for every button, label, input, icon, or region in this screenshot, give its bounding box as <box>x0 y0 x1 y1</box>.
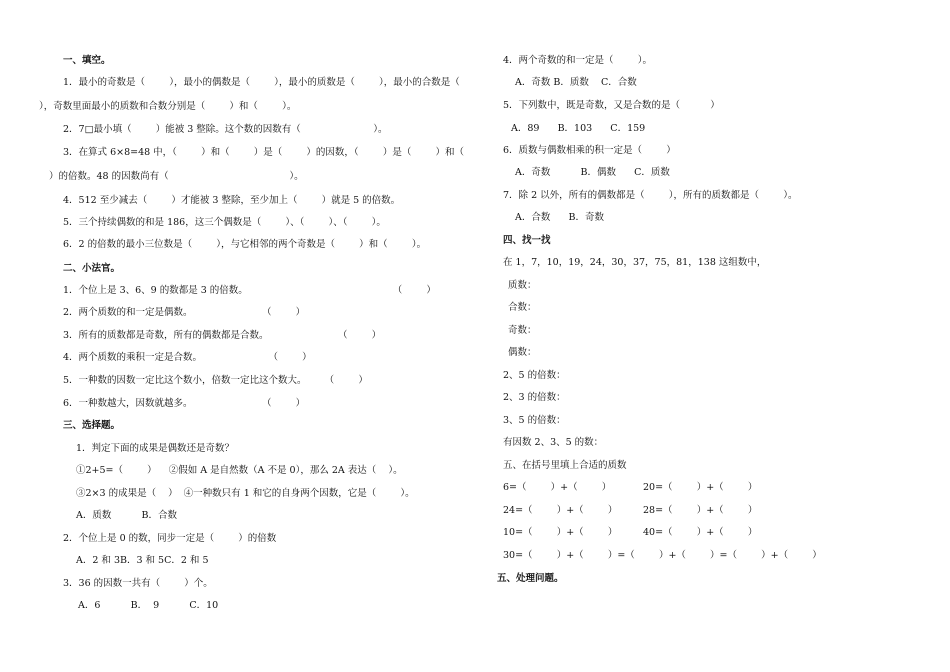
answer-line: 2、5 的倍数： <box>503 370 566 381</box>
section-find-title: 四、找一找 <box>503 235 551 246</box>
question-text: 3．36 的因数一共有（ ）个。 <box>63 578 213 589</box>
equation: 40=（ ）+（ ） <box>643 527 758 538</box>
question-text: 4．两个奇数的和一定是（ ）。 <box>503 55 652 66</box>
answer-line: 2、3 的倍数： <box>503 392 566 403</box>
answer-options: A．合数 B．奇数 <box>515 212 604 223</box>
question-text: 6．质数与偶数相乘的积一定是（ ） <box>503 145 676 156</box>
question-text: 2．个位上是 0 的数，同步一定是（ ）的倍数 <box>63 533 277 544</box>
section-problems-title: 五、处理问题。 <box>497 573 564 584</box>
section-fill-blanks-title: 一、填空。 <box>63 55 111 66</box>
question-text: 1．个位上是 3、6、9 的数都是 3 的倍数。 （ ） <box>63 285 436 296</box>
question-text: 3．在算式 6×8=48 中，（ ）和（ ）是（ ）的因数，（ ）是（ ）和（ <box>63 147 464 158</box>
answer-line: 合数： <box>508 302 537 313</box>
question-text: ）的倍数。48 的因数尚有（ ）。 <box>49 171 304 182</box>
question-text: 3．所有的质数都是奇数，所有的偶数都是合数。 （ ） <box>63 330 382 341</box>
question-text: 5．一种数的因数一定比这个数小，倍数一定比这个数大。 （ ） <box>63 375 368 386</box>
answer-line: 有因数 2、3、5 的数： <box>503 437 604 448</box>
question-text: 在 1，7，10，19，24，30，37，75，81，138 这组数中， <box>503 257 767 268</box>
answer-options: A．89 B．103 C．159 <box>511 123 646 134</box>
equation: 10=（ ）+（ ） <box>503 527 618 538</box>
section-judge-title: 二、小法官。 <box>63 263 121 274</box>
answer-options: A．6 B． 9 C．10 <box>78 600 219 611</box>
question-text: 1．最小的奇数是（ ），最小的偶数是（ ），最小的质数是（ ），最小的合数是（ <box>63 77 460 88</box>
question-text: 2．7□最小填（ ）能被 3 整除。这个数的因数有（ ）。 <box>63 124 388 135</box>
equation: 30=（ ）+（ ）=（ ）+（ ）=（ ）+（ ） <box>503 550 822 561</box>
question-text: 1．判定下面的成果是偶数还是奇数？ <box>76 443 235 454</box>
question-text: 7．除 2 以外，所有的偶数都是（ ），所有的质数都是（ ）。 <box>503 190 798 201</box>
answer-options: A．奇数 B．质数 C．合数 <box>515 77 637 88</box>
question-text: 5．下列数中，既是奇数，又是合数的是（ ） <box>503 100 720 111</box>
question-text: ③2×3 的成果是（ ） ④一种数只有 1 和它的自身两个因数，它是（ ）。 <box>76 488 415 499</box>
equation: 24=（ ）+（ ） <box>503 505 618 516</box>
equation: 20=（ ）+（ ） <box>643 482 758 493</box>
answer-line: 质数： <box>508 280 537 291</box>
answer-options: A．2 和 3B．3 和 5C．2 和 5 <box>76 555 209 566</box>
question-text: 5．三个持续偶数的和是 186，这三个偶数是（ ）、（ ）、（ ）。 <box>63 217 386 228</box>
answer-options: A．质数 B．合数 <box>76 510 178 521</box>
equation: 6=（ ）+（ ） <box>503 482 612 493</box>
question-text: 4．两个质数的乘积一定是合数。 （ ） <box>63 352 312 363</box>
question-text: 6．2 的倍数的最小三位数是（ ），与它相邻的两个奇数是（ ）和（ ）。 <box>63 239 427 250</box>
question-text: ），奇数里面最小的质数和合数分别是（ ）和（ ）。 <box>39 101 297 112</box>
section-choice-title: 三、选择题。 <box>63 420 121 431</box>
question-text: 4．512 至少减去（ ）才能被 3 整除，至少加上（ ）就是 5 的倍数。 <box>63 195 401 206</box>
answer-options: A．奇数 B．偶数 C．质数 <box>515 167 670 178</box>
section-primes-title: 五、在括号里填上合适的质数 <box>503 460 627 471</box>
question-text: 6．一种数越大，因数就越多。 （ ） <box>63 398 306 409</box>
answer-line: 奇数： <box>508 325 537 336</box>
equation: 28=（ ）+（ ） <box>643 505 758 516</box>
answer-line: 3、5 的倍数： <box>503 415 566 426</box>
answer-line: 偶数： <box>508 347 537 358</box>
question-text: 2．两个质数的和一定是偶数。 （ ） <box>63 307 306 318</box>
question-text: ①2+5=（ ） ②假如 A 是自然数（A 不是 0），那么 2A 表达（ ）。 <box>76 465 403 476</box>
